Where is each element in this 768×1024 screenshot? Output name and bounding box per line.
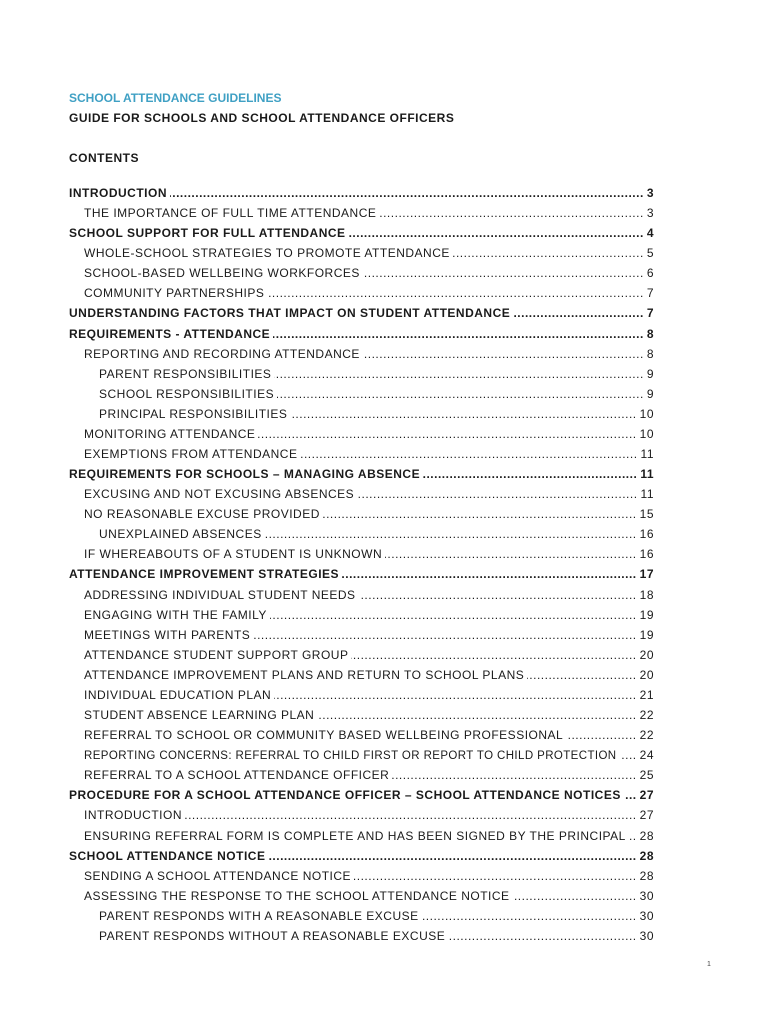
dot-leader — [351, 645, 636, 665]
toc-entry[interactable] — [84, 484, 654, 504]
toc-entry-title: ASSESSING THE RESPONSE TO THE SCHOOL ATTENDANCE NOTICE — [84, 888, 510, 903]
toc-entry-page-number: 7 — [646, 286, 654, 301]
toc-entry-page-number: 24 — [639, 748, 654, 763]
dot-leader — [453, 243, 644, 263]
toc-entry[interactable] — [84, 805, 654, 825]
toc-entry-page-number: 7 — [646, 306, 654, 321]
toc-entry-page-number: 3 — [646, 206, 654, 221]
toc-entry-page-number: 16 — [639, 527, 654, 542]
toc-entry-title: UNDERSTANDING FACTORS THAT IMPACT ON STUDENT ATTENDANCE — [69, 306, 511, 321]
toc-entry-page-number: 25 — [639, 768, 654, 783]
toc-entry-title: SCHOOL-BASED WELLBEING WORKFORCES — [84, 266, 360, 281]
toc-entry[interactable] — [84, 866, 654, 886]
toc-entry-page-number: 27 — [639, 808, 654, 823]
toc-entry[interactable] — [84, 605, 654, 625]
toc-entry[interactable] — [84, 283, 654, 303]
toc-entry-title: SCHOOL SUPPORT FOR FULL ATTENDANCE — [69, 226, 346, 241]
toc-entry[interactable] — [84, 585, 654, 605]
toc-entry[interactable] — [84, 243, 654, 263]
toc-entry-title: REQUIREMENTS - ATTENDANCE — [69, 326, 271, 341]
toc-entry-title: INTRODUCTION — [69, 186, 167, 200]
toc-entry-title: IF WHEREABOUTS OF A STUDENT IS UNKNOWN — [84, 547, 383, 562]
toc-entry-page-number: 8 — [646, 346, 654, 361]
dot-leader — [392, 765, 636, 785]
toc-entry-page-number: 9 — [646, 366, 654, 381]
toc-entry[interactable] — [99, 384, 654, 404]
toc-entry[interactable] — [84, 765, 654, 785]
dot-leader — [448, 926, 636, 946]
toc-entry[interactable] — [69, 564, 654, 584]
toc-entry-page-number: 18 — [639, 587, 654, 602]
toc-entry-page-number: 22 — [639, 728, 654, 743]
toc-entry[interactable] — [84, 344, 654, 364]
toc-entry-page-number: 27 — [639, 788, 654, 803]
toc-entry[interactable] — [84, 504, 654, 524]
dot-leader — [385, 544, 637, 564]
toc-entry-title: SENDING A SCHOOL ATTENDANCE NOTICE — [84, 868, 352, 883]
dot-leader — [629, 826, 637, 846]
toc-entry-page-number: 21 — [639, 687, 654, 702]
toc-entry-title: STUDENT ABSENCE LEARNING PLAN — [84, 708, 315, 723]
toc-entry-title: REPORTING CONCERNS: REFERRAL TO CHILD FIRST OR REPORT TO CHILD PROTECTION — [84, 750, 617, 763]
toc-entry[interactable] — [84, 444, 654, 464]
toc-entry-title: REFERRAL TO SCHOOL OR COMMUNITY BASED WELLBEING PROFESSIONAL — [84, 728, 564, 743]
contents-heading: CONTENTS — [69, 151, 139, 165]
toc-entry-page-number: 28 — [639, 868, 654, 883]
toc-entry-page-number: 17 — [639, 567, 654, 582]
dot-leader — [620, 745, 637, 765]
toc-entry[interactable] — [69, 846, 654, 866]
page-number: 1 — [707, 961, 711, 968]
toc-entry-title: MEETINGS WITH PARENTS — [84, 627, 251, 642]
toc-entry-title: PARENT RESPONSIBILITIES — [99, 366, 272, 381]
dot-leader — [300, 444, 637, 464]
toc-entry-page-number: 5 — [646, 246, 654, 261]
toc-entry-page-number: 11 — [640, 487, 654, 502]
dot-leader — [185, 805, 637, 825]
dot-leader — [354, 866, 637, 886]
toc-entry-title: REPORTING AND RECORDING ATTENDANCE — [84, 346, 360, 361]
toc-entry-title: WHOLE-SCHOOL STRATEGIES TO PROMOTE ATTENDANCE — [84, 246, 450, 261]
toc-entry-title: UNEXPLAINED ABSENCES — [99, 527, 262, 542]
dot-leader — [274, 685, 636, 705]
toc-entry-title: ATTENDANCE IMPROVEMENT PLANS AND RETURN TO SCHOOL PLANS — [84, 667, 525, 682]
toc-entry[interactable] — [84, 745, 654, 765]
dot-leader — [357, 484, 637, 504]
toc-entry[interactable] — [84, 705, 654, 725]
toc-entry-title: ATTENDANCE STUDENT SUPPORT GROUP — [84, 647, 349, 662]
toc-entry-page-number: 6 — [646, 266, 654, 281]
toc-entry-title: COMMUNITY PARTNERSHIPS — [84, 286, 265, 301]
document-title: SCHOOL ATTENDANCE GUIDELINES — [69, 91, 282, 105]
toc-entry-title: ADDRESSING INDIVIDUAL STUDENT NEEDS — [84, 587, 356, 602]
toc-entry-page-number: 8 — [646, 326, 654, 341]
toc-entry[interactable] — [99, 404, 654, 424]
toc-entry[interactable] — [69, 464, 654, 484]
dot-leader — [277, 384, 644, 404]
toc-entry-page-number: 19 — [639, 607, 654, 622]
dot-leader — [342, 564, 637, 584]
dot-leader — [527, 665, 636, 685]
dot-leader — [268, 846, 636, 866]
toc-entry-title: INDIVIDUAL EDUCATION PLAN — [84, 687, 272, 702]
toc-entry[interactable] — [69, 324, 654, 344]
toc-entry-title: MONITORING ATTENDANCE — [84, 426, 256, 441]
toc-entry-page-number: 28 — [639, 848, 654, 863]
toc-entry[interactable] — [99, 926, 654, 946]
dot-leader — [270, 605, 637, 625]
toc-entry[interactable] — [84, 665, 654, 685]
toc-entry[interactable] — [69, 183, 654, 203]
toc-entry[interactable] — [84, 203, 654, 223]
dot-leader — [423, 464, 637, 484]
toc-entry-page-number: 11 — [640, 447, 654, 462]
dot-leader — [566, 725, 636, 745]
toc-entry-page-number: 22 — [639, 708, 654, 723]
dot-leader — [265, 524, 637, 544]
dot-leader — [274, 364, 643, 384]
toc-entry-title: REFERRAL TO A SCHOOL ATTENDANCE OFFICER — [84, 768, 390, 783]
toc-entry-title: ENGAGING WITH THE FAMILY — [84, 607, 267, 622]
toc-entry-title: EXEMPTIONS FROM ATTENDANCE — [84, 447, 298, 462]
toc-entry-page-number: 20 — [639, 667, 654, 682]
toc-entry-page-number: 30 — [639, 888, 654, 903]
dot-leader — [359, 585, 637, 605]
dot-leader — [258, 424, 636, 444]
dot-leader — [422, 906, 637, 926]
toc-entry-page-number: 3 — [646, 186, 654, 200]
toc-entry-title: NO REASONABLE EXCUSE PROVIDED — [84, 507, 320, 522]
toc-entry-title: ATTENDANCE IMPROVEMENT STRATEGIES — [69, 567, 340, 582]
toc-entry-title: PROCEDURE FOR A SCHOOL ATTENDANCE OFFICER – SCHOOL ATTENDANCE NOTICES — [69, 788, 621, 803]
dot-leader — [253, 625, 636, 645]
dot-leader — [349, 223, 644, 243]
toc-entry-page-number: 30 — [639, 928, 654, 943]
toc-entry[interactable] — [69, 223, 654, 243]
dot-leader — [290, 404, 636, 424]
toc-entry[interactable] — [99, 364, 654, 384]
toc-entry-page-number: 10 — [639, 406, 654, 421]
toc-entry-title: PARENT RESPONDS WITH A REASONABLE EXCUSE — [99, 908, 419, 923]
toc-entry-page-number: 15 — [639, 507, 654, 522]
toc-entry-title: REQUIREMENTS FOR SCHOOLS – MANAGING ABSENCE — [69, 467, 421, 482]
toc-entry-page-number: 30 — [639, 908, 654, 923]
dot-leader — [317, 705, 636, 725]
dot-leader — [273, 324, 644, 344]
toc-list — [69, 183, 654, 946]
dot-leader — [170, 183, 644, 203]
toc-entry[interactable] — [84, 725, 654, 745]
toc-entry-title: THE IMPORTANCE OF FULL TIME ATTENDANCE — [84, 206, 377, 221]
toc-entry-page-number: 16 — [639, 547, 654, 562]
toc-entry-page-number: 4 — [646, 226, 654, 241]
toc-entry[interactable] — [84, 424, 654, 444]
toc-entry-title: EXCUSING AND NOT EXCUSING ABSENCES — [84, 487, 355, 502]
toc-entry-title: PARENT RESPONDS WITHOUT A REASONABLE EXCUSE — [99, 928, 446, 943]
toc-entry[interactable] — [84, 685, 654, 705]
toc-entry[interactable] — [84, 645, 654, 665]
toc-entry[interactable] — [69, 785, 654, 805]
toc-entry-title: SCHOOL RESPONSIBILITIES — [99, 386, 275, 401]
toc-entry-page-number: 11 — [640, 467, 654, 482]
dot-leader — [624, 785, 637, 805]
toc-entry-page-number: 20 — [639, 647, 654, 662]
dot-leader — [379, 203, 643, 223]
toc-entry-page-number: 28 — [639, 828, 654, 843]
toc-entry[interactable] — [69, 303, 654, 323]
toc-entry-page-number: 9 — [646, 386, 654, 401]
dot-leader — [513, 886, 637, 906]
toc-entry[interactable] — [99, 906, 654, 926]
dot-leader — [267, 283, 643, 303]
toc-entry[interactable] — [84, 625, 654, 645]
toc-entry-page-number: 19 — [639, 627, 654, 642]
dot-leader — [323, 504, 637, 524]
toc-entry[interactable] — [84, 886, 654, 906]
document-subtitle: GUIDE FOR SCHOOLS AND SCHOOL ATTENDANCE OFFICERS — [69, 111, 455, 125]
toc-entry[interactable] — [84, 544, 654, 564]
toc-entry[interactable] — [99, 524, 654, 544]
toc-entry[interactable] — [84, 263, 654, 283]
dot-leader — [363, 344, 644, 364]
dot-leader — [513, 303, 644, 323]
dot-leader — [363, 263, 644, 283]
toc-entry-title: INTRODUCTION — [84, 808, 182, 823]
toc-entry-title: ENSURING REFERRAL FORM IS COMPLETE AND HAS BEEN SIGNED BY THE PRINCIPAL — [84, 828, 626, 843]
toc-entry[interactable] — [84, 826, 654, 846]
toc-entry-title: SCHOOL ATTENDANCE NOTICE — [69, 848, 266, 863]
toc-entry-title: PRINCIPAL RESPONSIBILITIES — [99, 406, 288, 421]
toc-entry-page-number: 10 — [639, 426, 654, 441]
